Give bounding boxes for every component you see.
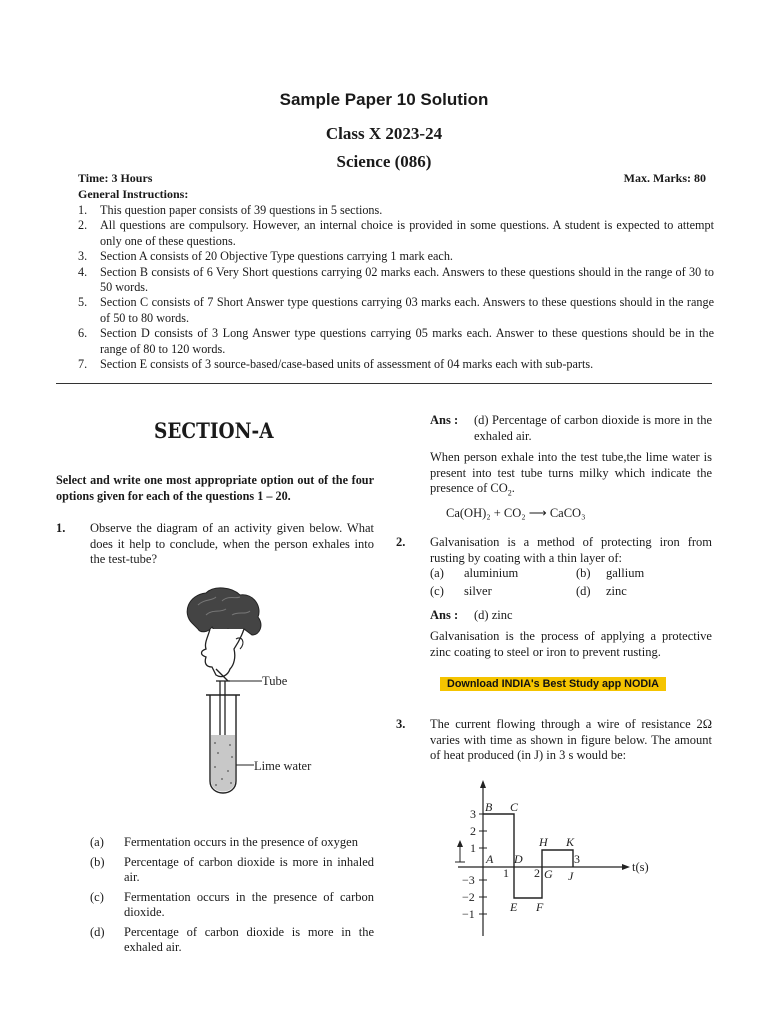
list-item bbox=[78, 357, 714, 372]
point-label-h: H bbox=[539, 835, 548, 849]
instruction-number: 2. bbox=[78, 218, 88, 233]
y-tick-label: 2 bbox=[470, 824, 476, 838]
download-app-banner[interactable]: Download INDIA's Best Study app NODIA bbox=[440, 677, 666, 691]
point-label-j: J bbox=[568, 869, 574, 883]
max-marks-label: Max. Marks: 80 bbox=[623, 171, 706, 185]
chemical-equation: Ca(OH)₂ + CO₂ ⟶ CaCO₃ bbox=[446, 506, 586, 520]
option-text: Fermentation occurs in the presence of carbon dioxide. bbox=[124, 889, 374, 919]
instruction-number: 5. bbox=[78, 295, 88, 310]
instruction-text: Section B consists of 6 Very Short questions carrying 02 marks each. Answers to these questions should in the range of 30 to 50 words. bbox=[100, 264, 714, 295]
option-text: Percentage of carbon dioxide is more in the exhaled air. bbox=[124, 924, 374, 954]
question-text: Observe the diagram of an activity given below. What does it help to conclude, when the person exhales into the test-tube? bbox=[90, 521, 374, 566]
question-number: 1. bbox=[56, 521, 66, 535]
option-text: aluminium bbox=[464, 566, 519, 580]
list-item bbox=[78, 249, 714, 264]
explanation-text: Galvanisation is the process of applying a protective zinc coating to steel or iron to prevent rusting. bbox=[430, 629, 712, 659]
point-label-g: G bbox=[544, 867, 553, 881]
y-tick-label: −1 bbox=[462, 907, 475, 921]
x-axis-arrow bbox=[622, 864, 630, 870]
y-axis-arrow bbox=[480, 780, 486, 788]
option-a bbox=[90, 835, 374, 851]
paper-title: Sample Paper 10 Solution bbox=[279, 90, 489, 109]
option-label: (b) bbox=[90, 854, 105, 869]
list-item bbox=[78, 265, 714, 296]
option-label: (a) bbox=[430, 566, 444, 580]
current-arrow-head bbox=[457, 840, 463, 847]
list-item bbox=[78, 203, 714, 218]
answer-text: (d) zinc bbox=[474, 608, 513, 622]
tube-label: Tube bbox=[262, 674, 288, 688]
y-tick-label: 3 bbox=[470, 807, 476, 821]
option-text: Fermentation occurs in the presence of oxygen bbox=[124, 835, 358, 849]
option-row bbox=[430, 584, 712, 602]
section-heading: SECTION-A bbox=[154, 418, 274, 443]
option-b bbox=[90, 855, 374, 886]
answer-label: Ans : bbox=[430, 608, 459, 622]
subject-line: Science (086) bbox=[336, 152, 432, 171]
y-tick-label: 1 bbox=[470, 841, 476, 855]
instruction-text: Section C consists of 7 Short Answer type questions carrying 03 marks each. Answers to these questions should in the range of 50 to 80 words. bbox=[100, 295, 714, 325]
class-line: Class X 2023-24 bbox=[325, 124, 443, 143]
instruction-text: Section D consists of 3 Long Answer type questions carrying 05 marks each. Answer to these questions should be in the range of 80 to 120 words. bbox=[100, 326, 714, 356]
instruction-text: Section A consists of 20 Objective Type questions carrying 1 mark each. bbox=[100, 249, 453, 264]
option-label: (c) bbox=[430, 584, 444, 598]
option-text: Percentage of carbon dioxide is more in inhaled air. bbox=[124, 854, 374, 884]
option-text: gallium bbox=[606, 566, 645, 580]
explanation-text bbox=[430, 450, 712, 501]
list-item bbox=[78, 326, 714, 357]
instruction-text: Section E consists of 3 source-based/case-based units of assessment of 04 marks each with sub-parts. bbox=[100, 357, 594, 372]
point-label-b: B bbox=[485, 800, 493, 814]
current-time-graph bbox=[440, 780, 660, 940]
answer-text: (d) Percentage of carbon dioxide is more in the exhaled air. bbox=[474, 413, 712, 443]
x-tick-label: 3 bbox=[574, 852, 580, 866]
instruction-number: 4. bbox=[78, 264, 88, 279]
option-c bbox=[90, 890, 374, 921]
breath-test-diagram bbox=[170, 585, 340, 805]
x-axis-label: t(s) bbox=[632, 860, 649, 874]
general-instructions-list bbox=[78, 203, 714, 372]
question-number: 3. bbox=[396, 717, 406, 731]
option-text: zinc bbox=[606, 584, 627, 598]
list-item bbox=[78, 218, 714, 249]
instruction-text: All questions are compulsory. However, an internal choice is provided in some questions. A student is expected to attempt only one of these questions. bbox=[100, 218, 714, 248]
question-number: 2. bbox=[396, 535, 406, 549]
option-label: (d) bbox=[576, 584, 591, 598]
section-instruction: Select and write one most appropriate option out of the four options given for each of the questions 1 – 20. bbox=[56, 473, 374, 503]
lime-water-label: Lime water bbox=[254, 759, 312, 773]
question-text: The current flowing through a wire of resistance 2Ω varies with time as shown in figure below. The amount of heat produced (in J) in 3 s would be: bbox=[430, 717, 712, 762]
point-labels bbox=[485, 800, 575, 914]
instruction-text: This question paper consists of 39 questions in 5 sections. bbox=[100, 203, 383, 217]
point-label-e: E bbox=[510, 900, 518, 914]
time-label: Time: 3 Hours bbox=[78, 171, 153, 185]
option-label: (b) bbox=[576, 566, 591, 580]
instruction-number: 3. bbox=[78, 249, 88, 264]
x-tick-label: 2 bbox=[534, 866, 540, 880]
explanation-end: . bbox=[511, 481, 515, 495]
point-label-k: K bbox=[566, 835, 575, 849]
option-label: (a) bbox=[90, 835, 104, 849]
option-label: (d) bbox=[90, 924, 105, 939]
point-label-c: C bbox=[510, 800, 519, 814]
option-label: (c) bbox=[90, 889, 104, 904]
point-label-d: D bbox=[514, 852, 523, 866]
option-d bbox=[90, 925, 374, 956]
q1-options bbox=[90, 835, 374, 960]
q2-options bbox=[430, 566, 712, 602]
option-text: silver bbox=[464, 584, 492, 598]
point-label-a: A bbox=[486, 852, 494, 866]
question-text: Galvanisation is a method of protecting iron from rusting by coating with a thin layer of: bbox=[430, 535, 712, 565]
header-divider bbox=[56, 383, 712, 384]
y-tick-label: −2 bbox=[462, 890, 475, 904]
option-row bbox=[430, 566, 712, 584]
explanation-subscript: 2 bbox=[507, 488, 512, 498]
current-waveform bbox=[483, 814, 573, 898]
list-item bbox=[78, 295, 714, 326]
answer-label: Ans : bbox=[430, 413, 459, 427]
instruction-number: 1. bbox=[78, 203, 88, 217]
instruction-number: 7. bbox=[78, 357, 88, 372]
x-tick-label: 1 bbox=[503, 866, 509, 880]
person-face bbox=[202, 629, 245, 677]
instructions-heading: General Instructions: bbox=[78, 187, 189, 201]
y-tick-label: −3 bbox=[462, 873, 475, 887]
point-label-f: F bbox=[536, 900, 544, 914]
instruction-number: 6. bbox=[78, 326, 88, 341]
explanation-body: When person exhale into the test tube,the lime water is present into test tube turns milky which indicate the presence of CO bbox=[430, 450, 712, 495]
